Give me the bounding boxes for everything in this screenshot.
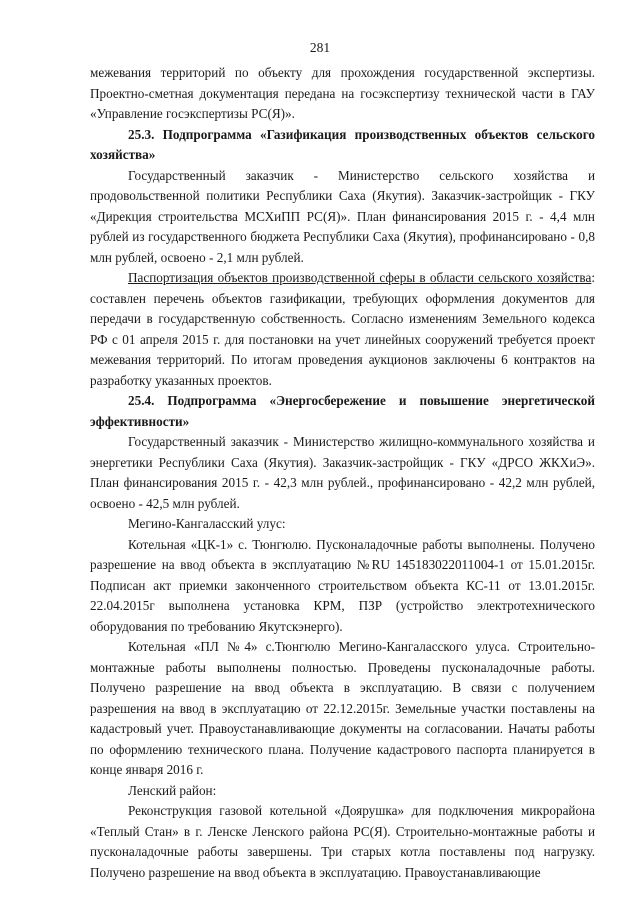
paragraph-boiler-doyarushka: Реконструкция газовой котельной «Доярушка» для подключения микрорайона «Теплый Стан» в г. Ленске Ленского района РС(Я). Строительно-монтажные работы и пусконаладочные работы завершены. Три старых котла поставлены под нагрузку. Получено разрешение на ввод объекта в эксплуатацию. Правоустанавливающие xyxy=(90,803,595,880)
paragraph-customer-energy: Государственный заказчик - Министерство жилищно-коммунального хозяйства и энергетики Республики Саха (Якутия). Заказчик-застройщик - ГКУ «ДРСО ЖКХиЭ». План финансирования 2015 г. - 42,3 млн рублей., профинансировано - 42,2 млн рублей, освоено - 42,5 млн рублей. xyxy=(90,434,595,511)
paragraph-district-megino: Мегино-Кангаласский улус: xyxy=(128,516,286,531)
section-heading-25-3: 25.3. Подпрограмма «Газификация производственных объектов сельского хозяйства» xyxy=(90,126,595,162)
page-number: 281 xyxy=(309,40,331,55)
paragraph-certification-text: : составлен перечень объектов газификации, требующих оформления документов для передачи в государственную собственность. Согласно изменениям Земельного кодекса РФ с 01 апреля 2015 г. для постановки на учет линейных сооружений требуется проект межевания территорий. По итогам проведения аукционов заключены 6 контрактов на разработку указанных проектов. xyxy=(90,270,595,388)
paragraph-customer-agriculture: Государственный заказчик - Министерство сельского хозяйства и продовольственной политики Республики Саха (Якутия). Заказчик-застройщик - ГКУ «Дирекция строительства МСХиПП РС(Я)». План финансирования 2015 г. - 4,4 млн рублей из государственного бюджета Республики Саха (Якутия), профинансировано - 0,8 млн рублей, освоено - 2,1 млн рублей. xyxy=(90,167,595,265)
paragraph-boiler-pl4: Котельная «ПЛ №4» с.Тюнгюлю Мегино-Кангаласского улуса. Строительно-монтажные работы выполнены полностью. Проведены пусконаладочные работы. Получено разрешение на ввод объекта в эксплуатацию. В связи с получением разрешения на ввод в эксплуатацию от 22.12.2015г. Земельные участки поставлены на кадастровый учет. Правоустанавливающие документы на согласовании. Начаты работы по оформлению технического плана. Получение кадастрового паспорта планируется в конце января 2016 г. xyxy=(90,639,595,777)
page-body xyxy=(90,63,595,883)
paragraph-district-lensk: Ленский район: xyxy=(128,782,217,798)
paragraph-continuation: межевания территорий по объекту для прохождения государственной экспертизы. Проектно-сметная документация передана на госэкспертизу технической части в ГАУ «Управление госэкспертизы РС(Я)». xyxy=(90,65,595,121)
paragraph-boiler-ck1: Котельная «ЦК-1» с. Тюнгюлю. Пусконаладочные работы выполнены. Получено разрешение на ввод объекта в эксплуатацию №RU 145183022011004-1 от 15.01.2015г. Подписан акт приемки законченного строительством объекта КС-11 от 13.01.2015г. 22.04.2015г выполнена установка КРМ, ПЗР (устройство электротехнического оборудования по требованию Якутскэнерго). xyxy=(90,536,595,634)
section-heading-25-4: 25.4. Подпрограмма «Энергосбережение и повышение энергетической эффективности» xyxy=(90,393,595,429)
paragraph-certification xyxy=(90,268,595,391)
underlined-phrase: Паспортизация объектов производственной сферы в области сельского хозяйства xyxy=(128,270,592,285)
